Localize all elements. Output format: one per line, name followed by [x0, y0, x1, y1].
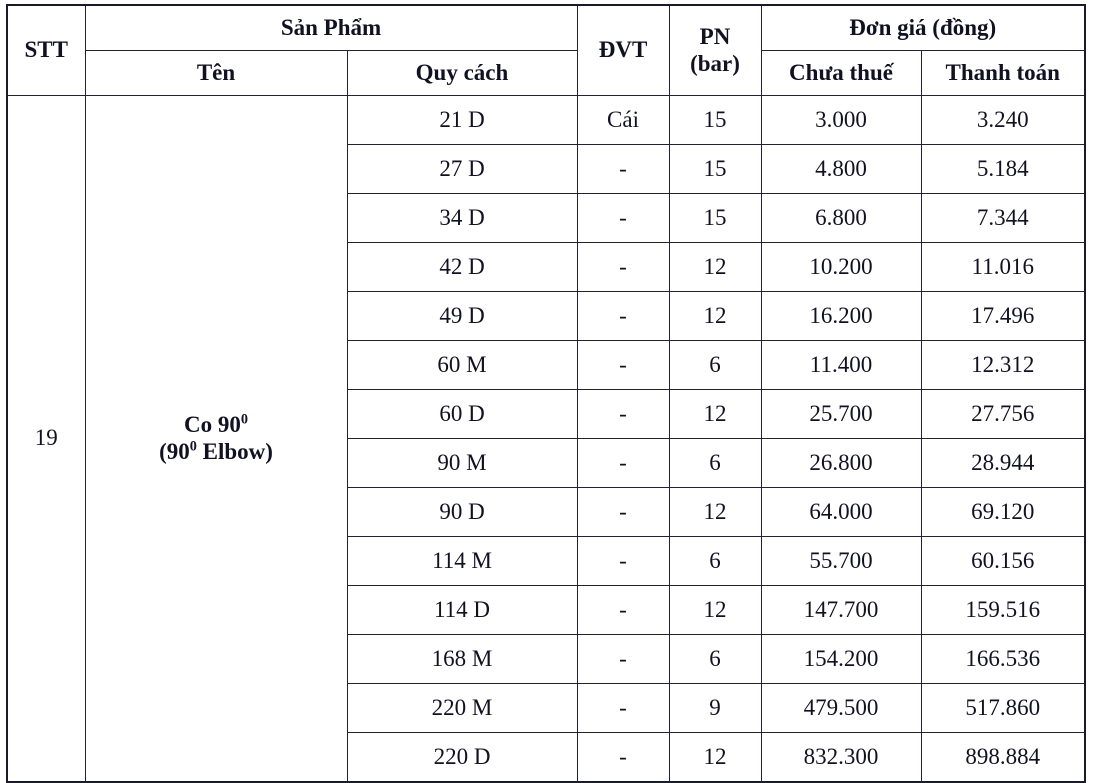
spec-cell: 90 D [347, 488, 577, 537]
spec-cell: 60 D [347, 390, 577, 439]
pressure-cell: 6 [669, 635, 761, 684]
price-before-tax-cell: 55.700 [761, 537, 921, 586]
product-name-line2: ($90^0$ Elbow) [159, 437, 273, 464]
price-before-tax-cell: 25.700 [761, 390, 921, 439]
pressure-cell: 9 [669, 684, 761, 733]
spec-cell: 21 D [347, 96, 577, 145]
price-before-tax-cell: 832.300 [761, 733, 921, 783]
unit-cell: - [577, 684, 669, 733]
price-before-tax-cell: 16.200 [761, 292, 921, 341]
pressure-cell: 15 [669, 194, 761, 243]
spec-cell: 114 D [347, 586, 577, 635]
price-payment-cell: 69.120 [921, 488, 1085, 537]
table-body [7, 96, 1085, 783]
spec-cell: 114 M [347, 537, 577, 586]
pressure-cell: 6 [669, 439, 761, 488]
price-payment-cell: 28.944 [921, 439, 1085, 488]
spec-cell: 220 D [347, 733, 577, 783]
spec-cell: 27 D [347, 145, 577, 194]
pressure-cell: 12 [669, 243, 761, 292]
degree-superscript: 0 [240, 411, 248, 428]
column-header-product-group: Sản Phẩm [85, 5, 577, 51]
table-header-row-2 [7, 51, 1085, 96]
column-header-price-group: Đơn giá (đồng) [761, 5, 1085, 51]
unit-cell: - [577, 341, 669, 390]
price-payment-cell: 3.240 [921, 96, 1085, 145]
price-before-tax-cell: 10.200 [761, 243, 921, 292]
column-header-price-payment: Thanh toán [921, 51, 1085, 96]
unit-cell: - [577, 537, 669, 586]
product-name-line1: Co $90^0$ [184, 411, 248, 438]
price-payment-cell: 17.496 [921, 292, 1085, 341]
spec-cell: 34 D [347, 194, 577, 243]
column-header-stt: STT [7, 5, 85, 96]
price-payment-cell: 159.516 [921, 586, 1085, 635]
column-header-price-before-tax: Chưa thuế [761, 51, 921, 96]
price-payment-cell: 11.016 [921, 243, 1085, 292]
unit-cell: - [577, 488, 669, 537]
column-header-pn-line1: PN [699, 24, 731, 50]
price-before-tax-cell: 154.200 [761, 635, 921, 684]
pressure-cell: 12 [669, 390, 761, 439]
column-header-spec: Quy cách [347, 51, 577, 96]
price-before-tax-cell: 64.000 [761, 488, 921, 537]
spec-cell: 90 M [347, 439, 577, 488]
price-before-tax-cell: 3.000 [761, 96, 921, 145]
price-before-tax-cell: 4.800 [761, 145, 921, 194]
spec-cell: 220 M [347, 684, 577, 733]
table-header [7, 5, 1085, 96]
pressure-cell: 15 [669, 145, 761, 194]
pressure-cell: 15 [669, 96, 761, 145]
price-payment-cell: 27.756 [921, 390, 1085, 439]
price-payment-cell: 7.344 [921, 194, 1085, 243]
pressure-cell: 12 [669, 292, 761, 341]
table-header-row-1 [7, 5, 1085, 51]
price-payment-cell: 166.536 [921, 635, 1085, 684]
column-header-pn [669, 5, 761, 96]
degree-superscript: 0 [189, 437, 197, 454]
unit-cell: - [577, 439, 669, 488]
price-payment-cell: 898.884 [921, 733, 1085, 783]
unit-cell: - [577, 390, 669, 439]
spec-cell: 42 D [347, 243, 577, 292]
pressure-cell: 12 [669, 488, 761, 537]
price-payment-cell: 5.184 [921, 145, 1085, 194]
price-payment-cell: 60.156 [921, 537, 1085, 586]
column-header-name: Tên [85, 51, 347, 96]
price-before-tax-cell: 6.800 [761, 194, 921, 243]
pressure-cell: 6 [669, 341, 761, 390]
row-index-cell: 19 [7, 96, 85, 783]
product-name-cell [85, 96, 347, 783]
pressure-cell: 12 [669, 586, 761, 635]
unit-cell: - [577, 733, 669, 783]
unit-cell: Cái [577, 96, 669, 145]
price-before-tax-cell: 11.400 [761, 341, 921, 390]
pressure-cell: 6 [669, 537, 761, 586]
price-before-tax-cell: 26.800 [761, 439, 921, 488]
price-payment-cell: 517.860 [921, 684, 1085, 733]
unit-cell: - [577, 145, 669, 194]
price-payment-cell: 12.312 [921, 341, 1085, 390]
table-row [7, 96, 1085, 145]
unit-cell: - [577, 635, 669, 684]
pressure-cell: 12 [669, 733, 761, 783]
column-header-pn-line2: (bar) [690, 50, 740, 76]
unit-cell: - [577, 243, 669, 292]
spec-cell: 49 D [347, 292, 577, 341]
unit-cell: - [577, 292, 669, 341]
unit-cell: - [577, 586, 669, 635]
price-before-tax-cell: 479.500 [761, 684, 921, 733]
unit-cell: - [577, 194, 669, 243]
price-before-tax-cell: 147.700 [761, 586, 921, 635]
spec-cell: 168 M [347, 635, 577, 684]
column-header-unit: ĐVT [577, 5, 669, 96]
price-table [6, 4, 1086, 783]
spec-cell: 60 M [347, 341, 577, 390]
